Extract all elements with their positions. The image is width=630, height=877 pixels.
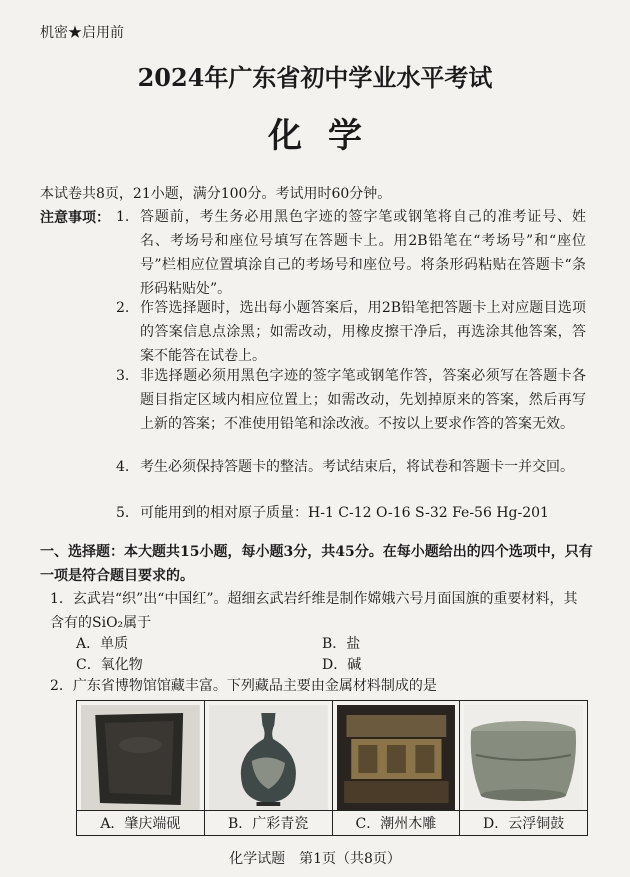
q1-option-a: A．单质: [76, 636, 129, 652]
question-1-stem: 1．玄武岩“织”出“中国红”。超细玄武岩纤维是制作嫦娥六号月面国旗的重要材料，其含有的SiO₂属于: [50, 591, 578, 631]
bronze-drum-image: [464, 705, 583, 811]
subject-title: 化学: [268, 116, 388, 156]
note-number: 5.: [116, 505, 130, 521]
notes-label: 注意事项：: [40, 210, 110, 226]
woodcarving-image: [337, 705, 456, 811]
q1-option-d: D．碱: [322, 657, 362, 673]
confidential-mark: 机密★启用前: [40, 25, 124, 41]
figure-porcelain: [205, 701, 333, 835]
q2-figure-table: [76, 700, 588, 836]
question-2-stem: 2．广东省博物馆馆藏丰富。下列藏品主要由金属材料制成的是: [50, 678, 437, 694]
intro-text: 本试卷共8页，21小题，满分100分。考试用时60分钟。: [40, 186, 392, 202]
note-text: 非选择题必须用黑色字迹的签字笔或钢笔作答，答案必须写在答题卡各题目指定区域内相应位置上；如需改动，先划掉原来的答案，然后再写上新的答案；不准使用铅笔和涂改液。不按以上要求作答的答案无效。: [140, 368, 586, 432]
note-text: 可能用到的相对原子质量：H-1 C-12 O-16 S-32 Fe-56 Hg-201: [140, 505, 549, 521]
note-text: 作答选择题时，选出每小题答案后，用2B铅笔把答题卡上对应题目选项的答案信息点涂黑；如需改动，用橡皮擦干净后，再选涂其他答案，答案不能答在试卷上。: [140, 300, 586, 364]
note-number: 4.: [116, 459, 130, 475]
note-text: 考生必须保持答题卡的整洁。考试结束后，将试卷和答题卡一并交回。: [140, 459, 574, 475]
note-item-5: [116, 501, 596, 525]
figure-caption-a: A．肇庆端砚: [77, 810, 204, 833]
note-number: 1.: [116, 209, 130, 225]
note-item-3: [116, 364, 586, 436]
inkstone-image: [81, 705, 200, 811]
exam-title: 2024年广东省初中学业水平考试: [137, 63, 493, 92]
note-item-4: [116, 455, 586, 479]
section-heading: 一、选择题：本大题共15小题，每小题3分，共45分。在每小题给出的四个选项中，只有一项是符合题目要求的。: [40, 544, 593, 584]
figure-caption-c: C．潮州木雕: [333, 810, 460, 833]
figure-inkstone: [77, 701, 205, 835]
q1-option-b: B．盐: [322, 636, 361, 652]
note-number: 3.: [116, 368, 130, 384]
note-text: 答题前，考生务必用黑色字迹的签字笔或钢笔将自己的准考证号、姓名、考场号和座位号填写在答题卡上。用2B铅笔在“考场号”和“座位号”栏相应位置填涂自己的考场号和座位号。将条形码粘贴在答题卡“条形码粘贴处”。: [140, 209, 586, 297]
note-number: 2.: [116, 300, 130, 316]
figure-woodcarving: [333, 701, 461, 835]
figure-caption-d: D．云浮铜鼓: [460, 810, 587, 833]
page-footer: 化学试题 第1页（共8页）: [229, 851, 401, 867]
vase-image: [209, 705, 328, 811]
figure-caption-b: B．广彩青瓷: [205, 810, 332, 833]
note-item-2: [116, 296, 586, 368]
note-item-1: [116, 205, 586, 301]
q1-option-c: C．氧化物: [76, 657, 143, 673]
figure-bronze-drum: [460, 701, 587, 835]
